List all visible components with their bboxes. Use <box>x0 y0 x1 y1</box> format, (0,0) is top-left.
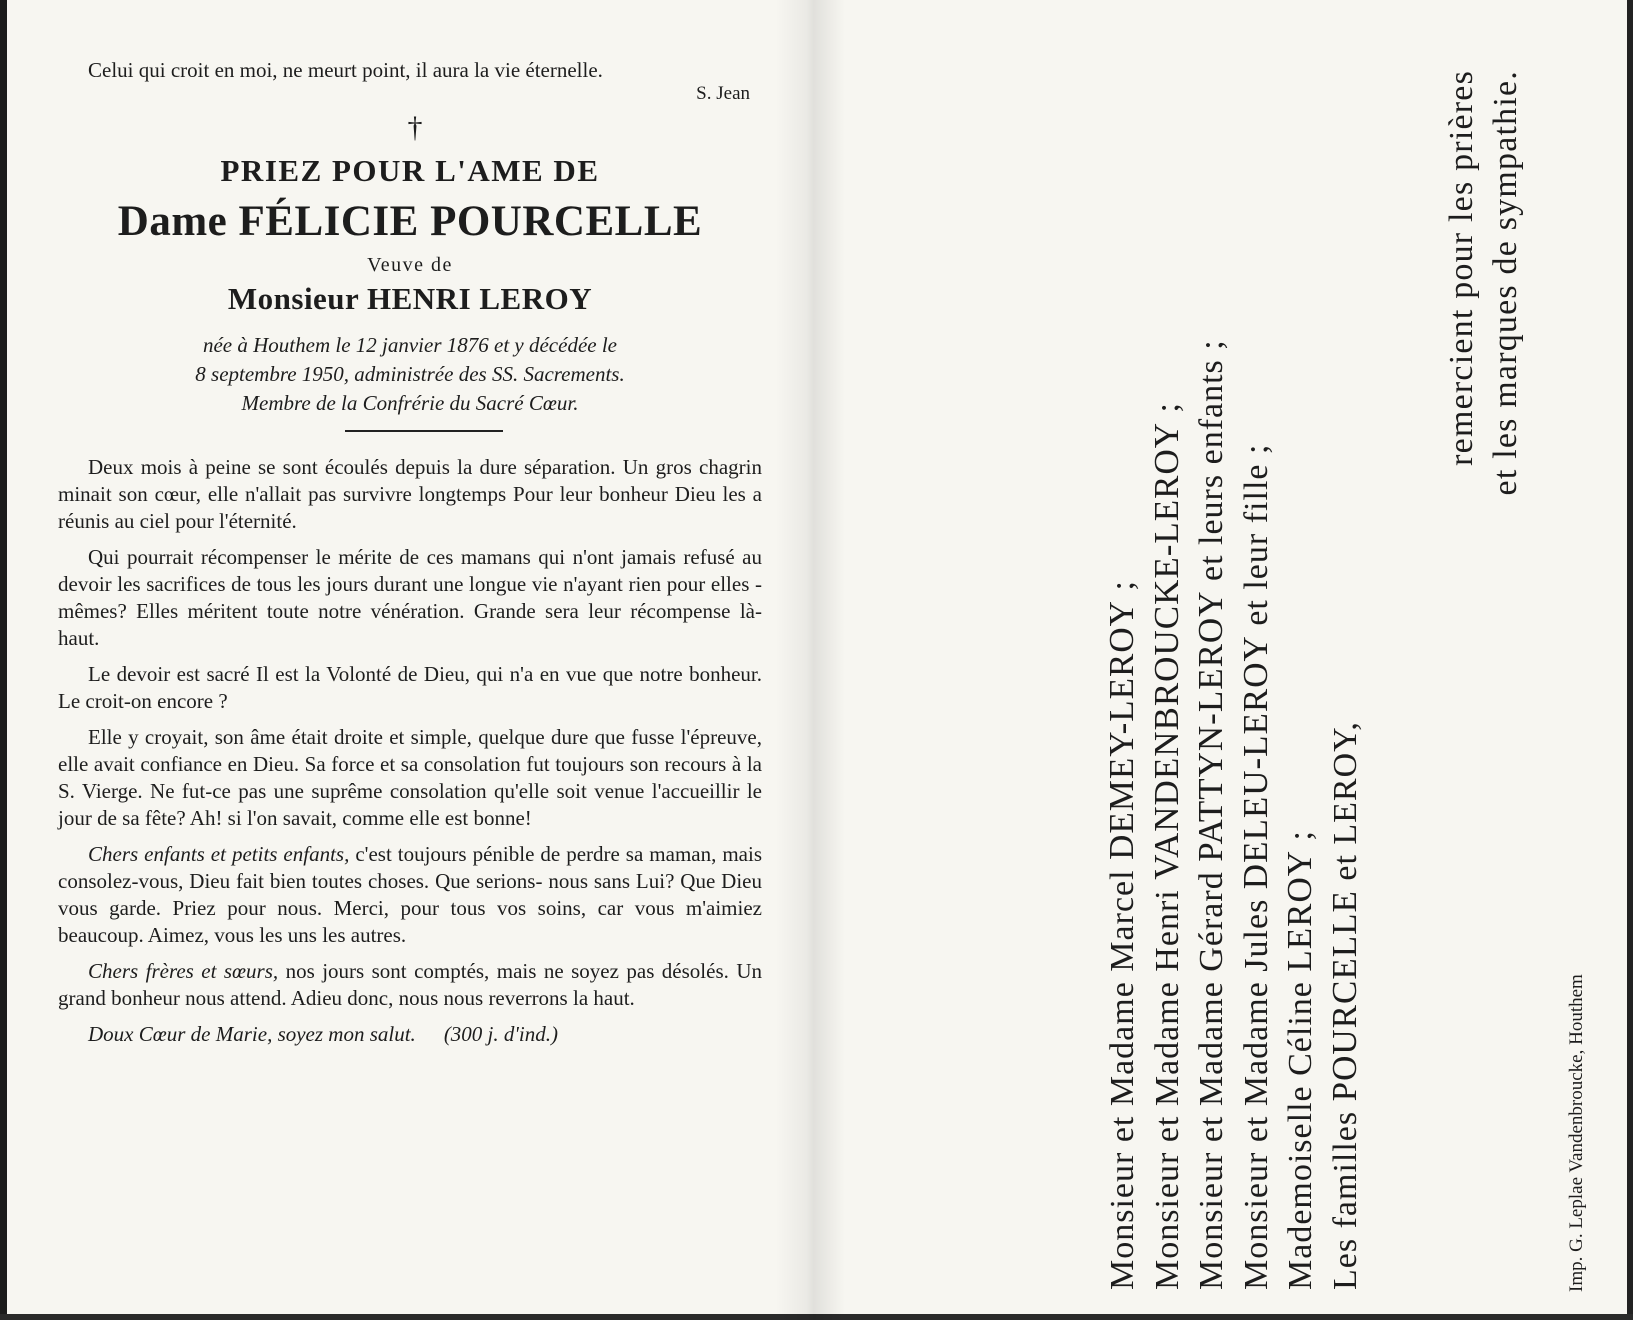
thanks-line-2: et les marques de sympathie. <box>1487 70 1524 496</box>
printer-credit: Imp. G. Leplae Vandenbroucke, Houthem <box>1566 974 1587 1292</box>
paragraph-siblings <box>58 958 762 1012</box>
paragraph-children <box>58 841 762 949</box>
family-line-1-surname: DEMEY-LEROY <box>1102 600 1141 860</box>
family-line-3 <box>1189 60 1234 1290</box>
biography <box>58 331 762 418</box>
eulogy-text <box>58 454 762 1048</box>
family-line-2-suffix: ; <box>1148 402 1186 422</box>
family-line-5-suffix: ; <box>1282 830 1319 850</box>
bio-line-death: 8 septembre 1950, administrée des SS. Sacrements. <box>195 362 625 386</box>
closing-prayer-text: Doux Cœur de Marie, soyez mon salut. <box>88 1022 416 1046</box>
thanks-block <box>1440 60 1528 1290</box>
family-line-5-surname: LEROY <box>1280 849 1319 972</box>
family-line-2 <box>1145 60 1190 1290</box>
bio-line-birth: née à Houthem le 12 janvier 1876 et y décédée le <box>202 333 617 357</box>
family-line-1-prefix: Monsieur et Madame Marcel <box>1104 869 1141 1290</box>
siblings-address: Chers frères et sœurs, <box>88 959 279 983</box>
family-line-6-suffix: et LEROY, <box>1326 721 1364 891</box>
divider-rule <box>345 430 503 432</box>
card-fold <box>775 0 845 1320</box>
prayer-heading: PRIEZ POUR L'AME DE <box>220 153 600 188</box>
left-panel <box>58 55 762 1048</box>
family-line-5 <box>1278 60 1323 1290</box>
husband-name: Monsieur HENRI LEROY <box>227 281 593 316</box>
paragraph-mamans: Qui pourrait récompenser le mérite de ces mamans qui n'ont jamais refusé au devoir les sacrifices de tous les jours durant une longue vie n'ayant rien pour elles - mêmes? Elles méritent toute notre vénération. Grande sera leur récompense là-haut. <box>58 545 762 650</box>
family-line-1 <box>1100 60 1145 1290</box>
family-line-3-suffix: et leurs enfants ; <box>1193 339 1230 591</box>
thanks-line-1: remercient pour les prières <box>1443 70 1480 466</box>
children-address: Chers enfants et petits enfants, <box>88 842 350 866</box>
paragraph-faith: Elle y croyait, son âme était droite et simple, quelque dure que fusse l'épreuve, elle avait confiance en Dieu. Sa force et sa consolation fut toujours son recours à la S. Vierge. Ne fut-ce pas une suprême consolation qu'elle soit venue l'accueillir le jour de sa fête? Ah! si l'on savait, comme elle est bonne! <box>58 725 762 830</box>
family-line-4-prefix: Monsieur et Madame Jules <box>1237 898 1275 1290</box>
siblings-message: nos jours sont comptés, mais ne soyez pas désolés. Un grand bonheur nous attend. Adieu donc, nous nous reverrons la haut. <box>58 959 762 1010</box>
paragraph-separation: Deux mois à peine se sont écoulés depuis la dure séparation. Un gros chagrin minait son cœur, elle n'allait pas survivre longtemps Pour leur bonheur Dieu les a réunis au ciel pour l'éternité. <box>58 455 762 533</box>
epigraph-reference: S. Jean <box>696 83 750 104</box>
widow-of-label: Veuve de <box>367 254 453 276</box>
epigraph-text: Celui qui croit en moi, ne meurt point, il aura la vie éternelle. <box>88 58 603 82</box>
deceased-name: Dame FÉLICIE POURCELLE <box>117 198 703 245</box>
family-line-6-surname: POURCELLE <box>1324 890 1364 1102</box>
scan-edge-right <box>1627 0 1633 1320</box>
family-list <box>1100 60 1367 1290</box>
closing-prayer <box>58 1021 762 1048</box>
family-line-4-surname: DELEU-LEROY <box>1235 635 1275 890</box>
paragraph-devoir: Le devoir est sacré Il est la Volonté de Dieu, qui n'a en vue que notre bonheur. Le croit-on encore ? <box>58 662 762 713</box>
family-line-4 <box>1234 60 1279 1290</box>
family-line-1-suffix: ; <box>1104 580 1141 601</box>
family-line-3-prefix: Monsieur et Madame Gérard <box>1193 871 1230 1290</box>
family-line-6-prefix: Les familles <box>1326 1110 1364 1290</box>
children-message: c'est toujours pénible de perdre sa maman, mais consolez-vous, Dieu fait bien toutes choses. Que serions- nous sans Lui? Que Dieu vous garde. Priez pour nous. Merci, pour tous vos soins, car vous m'aimiez beaucoup. Aimez, vous les uns les autres. <box>58 842 762 947</box>
bio-line-confraternity: Membre de la Confrérie du Sacré Cœur. <box>241 391 579 415</box>
family-line-3-surname: PATTYN-LEROY <box>1191 590 1230 862</box>
cross-icon: † <box>407 111 423 144</box>
family-line-2-prefix: Monsieur et Madame Henri <box>1148 889 1186 1290</box>
family-line-2-surname: VANDENBROUCKE-LEROY <box>1146 421 1186 880</box>
indulgence-note: (300 j. d'ind.) <box>443 1022 558 1046</box>
family-line-5-prefix: Mademoiselle Céline <box>1282 981 1319 1290</box>
family-line-6 <box>1323 60 1368 1290</box>
family-line-4-suffix: et leur fille ; <box>1237 443 1275 636</box>
scan-edge-left <box>0 0 7 1320</box>
